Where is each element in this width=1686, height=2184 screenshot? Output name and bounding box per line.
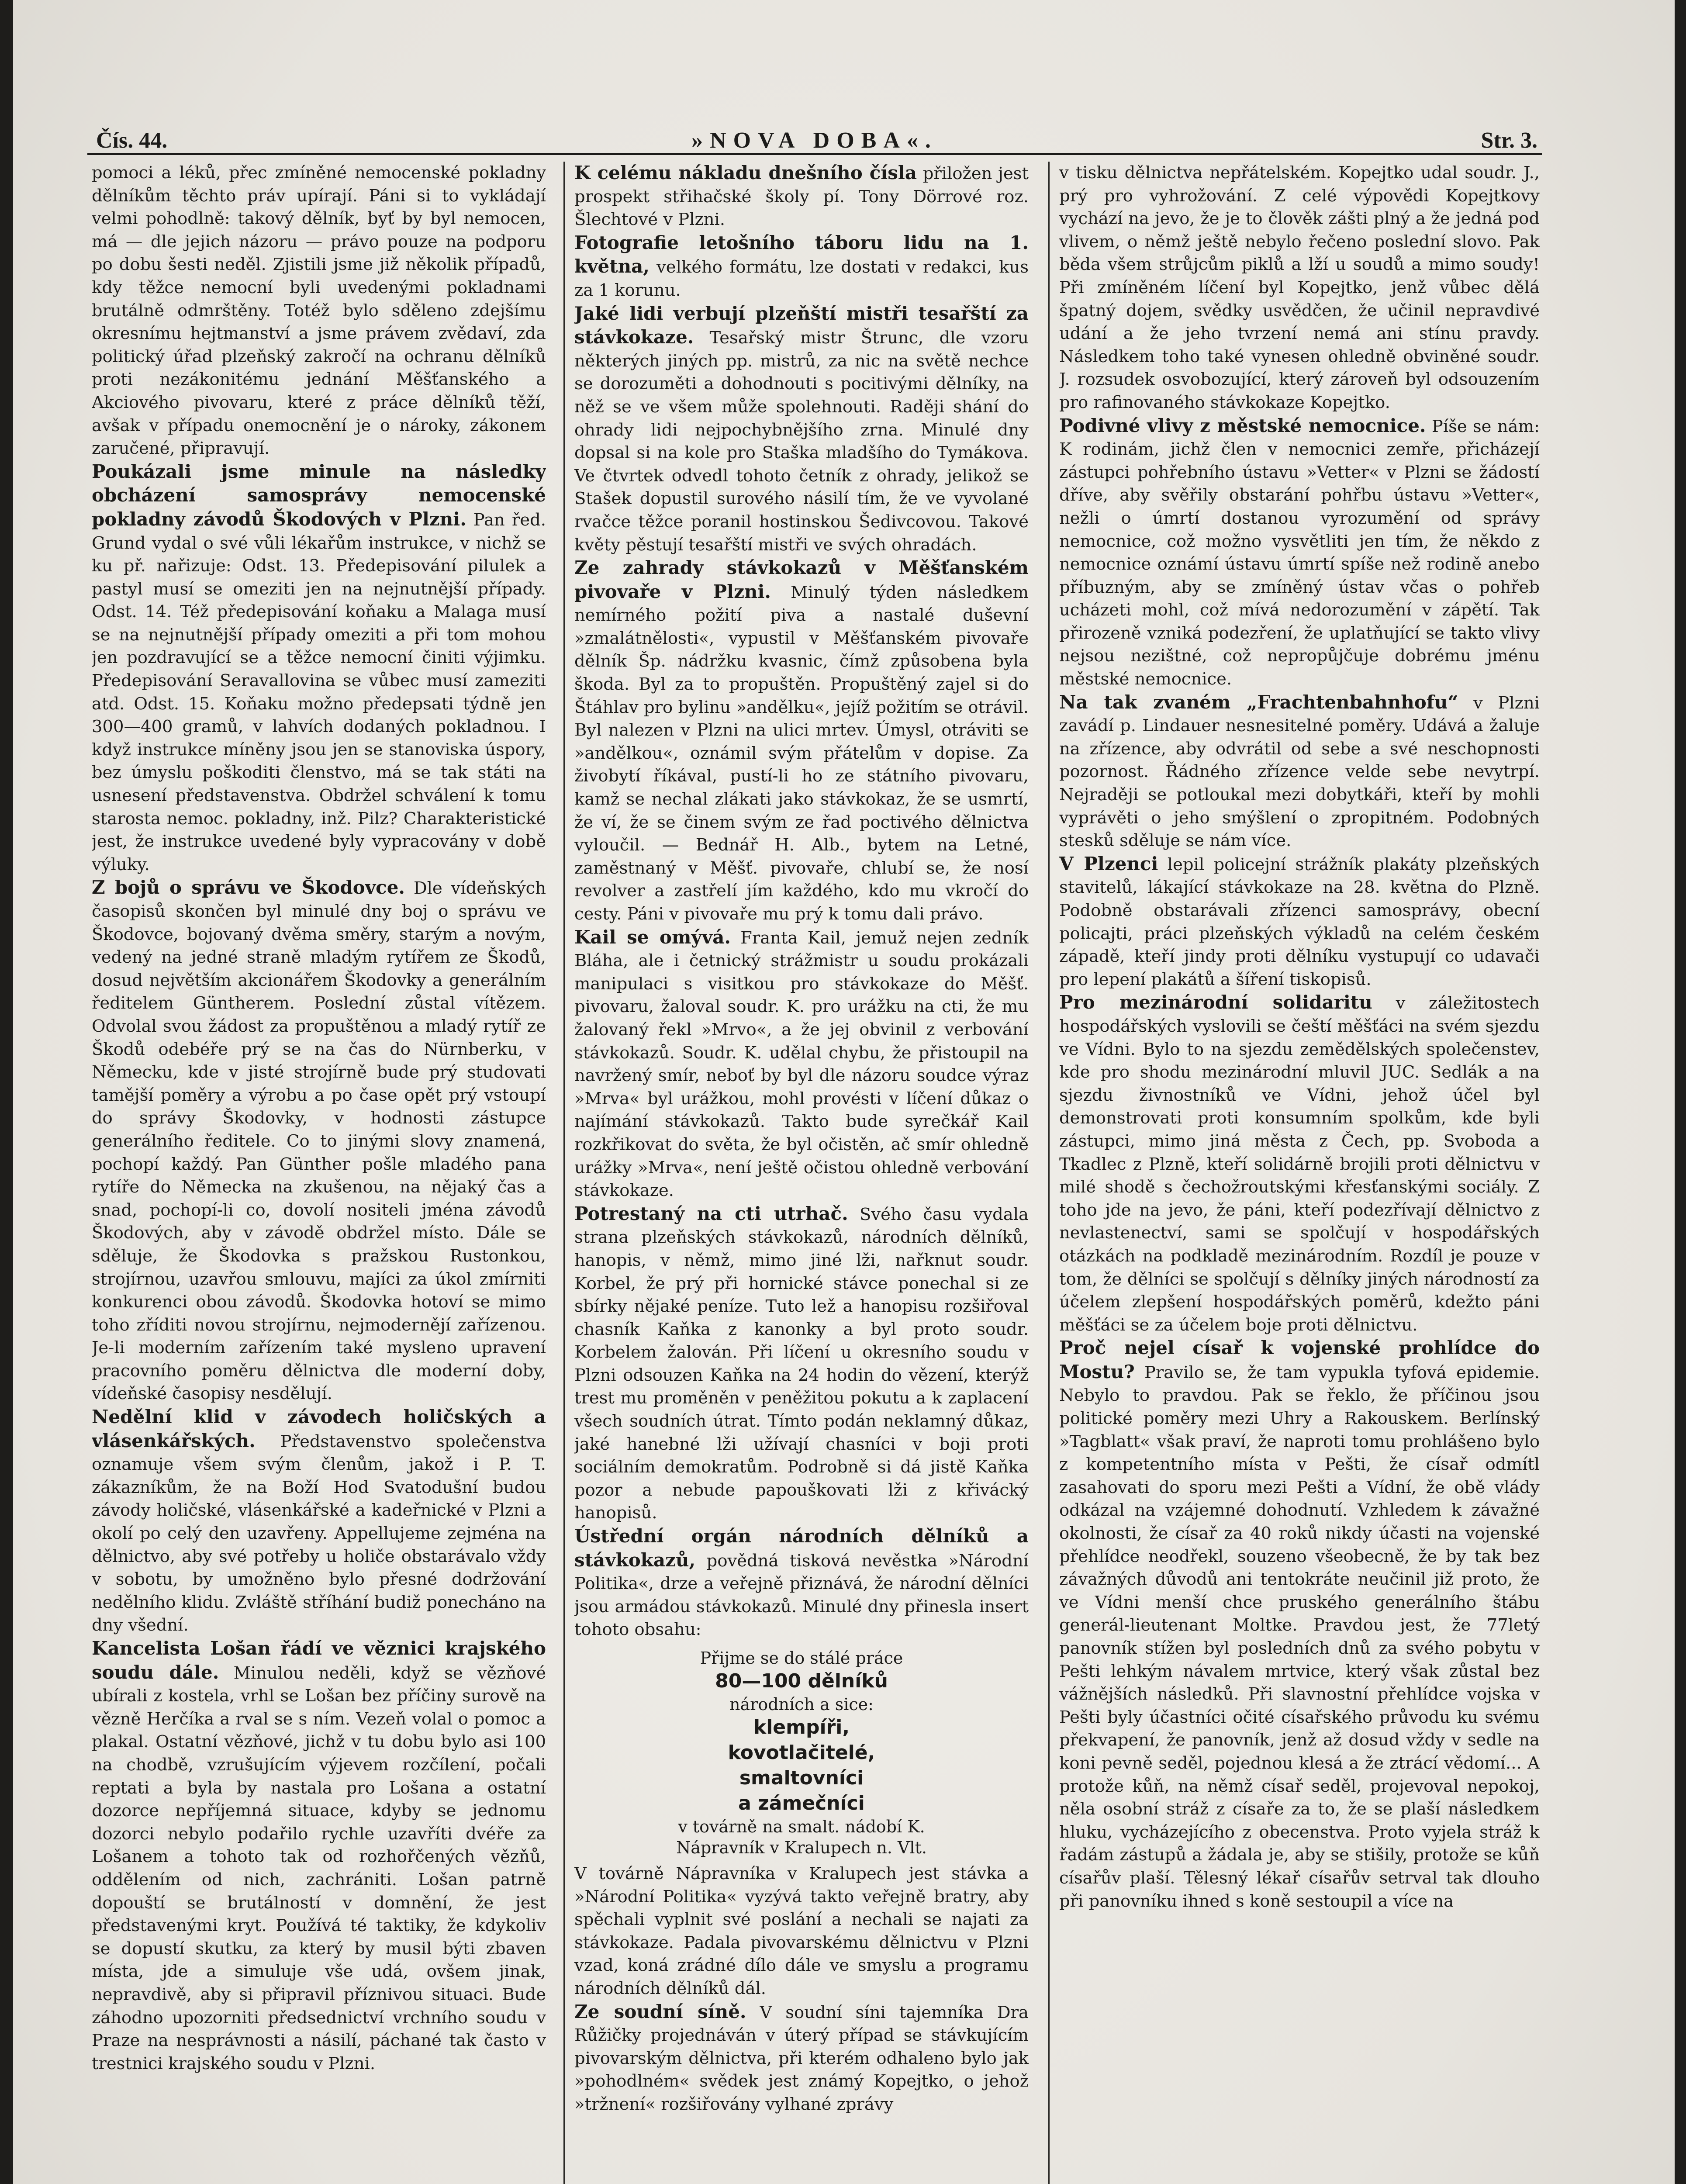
article-paragraph bbox=[1059, 991, 1540, 1337]
article-heading: Na tak zvaném „Frachtenbahnhofu“ bbox=[1059, 691, 1458, 713]
article-paragraph bbox=[574, 232, 1029, 302]
page-header bbox=[87, 118, 1542, 157]
article-text: Představenstvo společenstva oznamuje všem svým členům, jakož i P. T. zákazníkům, že na Boží Hod Svatodušní budou závody holičské, vlásenkářské a kadeřnické v Plzni a okolí po celý den uzavřeny. Appellujeme zejména na dělnictvo, aby své potřeby u holiče obstarávalo vždy v sobotu, by umožněno bylo přesné dodržování nedělního klidu. Zvláště stříhání budiž ponecháno na dny všední. bbox=[92, 1431, 546, 1635]
article-heading: Nedělní klid v závodech holičských a vlásenkářských. bbox=[92, 1406, 546, 1451]
article-paragraph bbox=[1059, 415, 1540, 691]
article-text: Dle vídeňských časopisů skončen byl minulé dny boj o správu ve Škodovce, bojovaný dvěma směry, starým a novým, vedený na jedné straně mladým rytířem ze Škodů, dosud největším akcionářem Škodovky a generálním ředitelem Güntherem. Poslední zůstal vítězem. Odvolal svou žádost za propuštěnou a mladý rytíř ze Škodů odebéře prý se na čas do Nürnberku, v Německu, kde v jisté strojírně bude prý studovati tamější poměry a výrobu a po čase opět prý vstoupí do správy Škodovky, v hodnosti zástupce generálního ředitele. Co to jinými slovy znamená, pochopí každý. Pan Günther pošle mladého pana rytíře do Německa na zkušenou, na nějaký čas a snad, pochopí-li co, dovolí nositeli jména závodů Škodových, aby v závodě obdržel místo. Dále se sděluje, že Škodovka s pražskou Rustonkou, strojírnou, uzavřou smlouvu, majíci za úkol zmírniti konkurenci obou závodů. Škodovka hotoví se mimo toho zříditi novou strojírnu, nejmodernějí zařízenou. Je-li moderním zařízením také mysleno upravení pracovního poměru dělnictva dle moderní doby, vídeňské časopisy nesdělují. bbox=[92, 878, 546, 1404]
column-rule bbox=[1048, 162, 1050, 2184]
article-heading: Kail se omývá. bbox=[574, 926, 731, 948]
column-rule bbox=[563, 162, 565, 2184]
article-text: V soudní síni tajemníka Dra Růžičky projednáván v úterý případ se stávkujícím pivovarským dělnictva, při kterém odhaleno bylo jak »pohodlném« svědek jest známý Kopejtko, o jehož »tržnení« rozšiřovány vylhané zprávy bbox=[574, 2002, 1029, 2114]
article-text: Svého času vydala strana plzeňských stávkokazů, národních dělníků, hanopis, v němž, mimo jiné lži, nařknut soudr. Korbel, že prý při hornické stávce ponechal si ze sbírky nějaké peníze. Tuto lež a hanopisu rozšiřoval chasník Kaňka z kanonky a byl proto soudr. Korbelem žalován. Při líčení u okresního soudu v Plzni odsouzen Kaňka na 24 hodin do vězení, kterýž trest mu proměněn v peněžitou pokutu a k zaplacení všech soudních útrat. Tímto podán neklamný důkaz, jaké hanebné lži užívají chasníci v boji proti sociálním demokratům. Podrobně si dá jistě Kaňka pozor a nebude papouškovati lži z křivácký hanopisů. bbox=[574, 1204, 1029, 1523]
article-heading: K celému nákladu dnešního čísla bbox=[574, 162, 917, 183]
ad-line: smaltovníci bbox=[739, 1767, 864, 1789]
article-text: Pan řed. Grund vydal o své vůli lékařům instrukce, v nichž se ku př. nařizuje: Odst. 13. Předepisování pilulek a pastyl musí se omeziti jen na nejnutnější případy. Odst. 14. Též předepisování koňaku a Malaga musí se na nejnutnější případy omeziti a při tom mohou jen pozdravující se a těžce nemocní činiti výjimku. Předepisování Seravallovina se vůbec musí zameziti atd. Odst. 15. Koňaku možno předepsati týdně jen 300—400 gramů, v lahvích dodaných pokladnou. I když instrukce míněny jsou jen se stanoviska úspory, bez úmyslu poškoditi členstvo, má se tak státi na usnesení představenstva. Obdržel schválení k tomu starosta nemoc. pokladny, inž. Pilz? Charakteristické jest, že instrukce uvedené byly vypracovány v době výluky. bbox=[92, 510, 546, 874]
article-paragraph bbox=[92, 876, 546, 1406]
ad-line: v továrně na smalt. nádobí K. bbox=[678, 1817, 925, 1836]
article-paragraph bbox=[574, 1525, 1029, 1641]
article-paragraph bbox=[1059, 1337, 1540, 1913]
article-paragraph bbox=[92, 1637, 546, 2075]
article-text: v záležitostech hospodářských vyslovili se čeští měšťáci na svém sjezdu ve Vídni. Bylo to na sjezdu zemědělských společenstev, kde pro shodu mezinárodní mluvil JUC. Sedlák a na sjezdu živnostníků ve Vídni, jehož účel byl demonstrovati proti konsumním spolkům, kde byli zástupci, mimo jiná města z Čech, pp. Svoboda a Tkadlec z Plzně, kteří solidárně brojili proti dělnictvu v milé shodě s čechožroutskými křesťanskými sociály. Z toho jde na jevo, že páni, kteří podezřívají dělnictvo z nevlastenectví, sami se spolčují v hospodářských otázkách na podkladě mezinárodním. Rozdíl je pouze v tom, že dělníci se spolčují s dělníky jiných národností za účelem zlepšení hospodářských poměrů, kdežto páni měšťáci se za účelem boje proti dělnictvu. bbox=[1059, 993, 1540, 1335]
article-text: Tesařský mistr Štrunc, dle vzoru některých jiných pp. mistrů, za nic na světě nechce se dorozuměti a dohodnouti s pocitivými dělníky, na něž se ve všem může spolehnouti. Raději shání do ohrady lidi nejpochybnějšího zrna. Minulé dny dopsal si na kole pro Staška mladšího do Tymákova. Ve čtvrtek odvedl tohoto četník z ohrady, jelikož se Stašek dopustil surového násilí tím, že ve vyvolané rvačce těžce poranil hostinskou Šedivcovou. Takové květy pěstují tesařští mistři ve svých ohradách. bbox=[574, 328, 1029, 555]
ad-line: Nápravník v Kralupech n. Vlt. bbox=[676, 1838, 927, 1857]
article-text: Pravilo se, že tam vypukla tyfová epidemie. Nebylo to pravdou. Pak se řeklo, že příčinou jsou politické poměry mezi Uhry a Rakouskem. Berlínský »Tagblatt« však praví, že naproti tomu prohlášeno bylo z kompetentního místa v Pešti, že císař odmítl zasahovati do sporu mezi Pešti a Vídní, že obě vlády odkázal na vzájemné dohodnutí. Vzhledem k závažné okolnosti, že císař za 40 roků nikdy účasti na vojenské přehlídce neodřekl, souzeno všeobecně, že by tak bez závažných důvodů ani tentokráte neučinil již proto, že ve Vídni menší chce pruského generálního štábu generál-lieutenant Moltke. Pravdou jest, že 77letý panovník stížen byl posledních dnů za svého pobytu v Pešti lehkým návalem mrtvice, který však zůstal bez vážnějších následků. Při slavnostní přehlídce vojska v Pešti byly účastníci očité císařského průvodu ku svému překvapení, že panovník, jenž až dosud vždy v sedle na koni pevně seděl, pojednou klesá a že ztrácí vědomí... A protože kůň, na němž císař seděl, projevoval nepokoj, něla osobní stráž z císaře za to, že se plaší následkem hluku, vycházejícího z obecenstva. Proto vyjela stráž k řadám zástupů a žádala je, aby se stišily, protože se kůň císařův plaší. Tělesný lékař císařův setrval tak dlouho při panovníku ihned s koně sestoupil a více na bbox=[1059, 1362, 1540, 1911]
article-paragraph bbox=[1059, 162, 1540, 415]
column-1 bbox=[92, 162, 546, 2184]
article-text: lepil policejní strážník plakáty plzeňských stavitelů, lákající stávkokaze na 28. května do Plzně. Podobně obstarávali zřízenci samosprávy, obecní policajti, práci plzeňských výkladů na celém českém západě, kteří jindy proti dělníku vystupují co udavači pro lepení plakátů a šíření tiskopisů. bbox=[1059, 854, 1540, 989]
column-2 bbox=[574, 162, 1029, 2184]
article-text: Minulou neděli, když se vězňové ubírali z kostela, vrhl se Lošan bez příčiny surově na vězně Herčíka a rval se s ním. Vezeň volal o pomoc a plakal. Ostatní vězňové, jichž v tu dobu bylo asi 100 na chodbě, vzrušujícím výjevem rozčílení, počali reptati a byla by nastala pro Lošana a ostatní dozorce nepříjemná situace, kdyby se jednomu dozorci nebylo podařilo rychle uzavříti dvéře za Lošanem a tohoto tak od rozhořčených vězňů, oddělením od nich, zachrániti. Lošan patrně dopouští se brutálností v domnění, že jest představenými kryt. Používá té taktiky, že kdykoliv se dopustí skutku, za který by musil býti zbaven místa, jde a simuluje vše udá, ovšem jinak, nepravdivě, aby si připravil příznivou situaci. Bude záhodno upozorniti předsednictví vrchního soudu v Praze na nesprávnosti a násilí, páchané tak často v trestnici krajského soudu v Plzni. bbox=[92, 1663, 546, 2073]
article-heading: V Plzenci bbox=[1059, 853, 1158, 874]
advertisement bbox=[601, 1648, 1002, 1858]
article-paragraph bbox=[1059, 691, 1540, 853]
article-heading: Jaké lidi verbují plzeňští mistři tesařští za stávkokaze. bbox=[574, 302, 1029, 348]
article-paragraph bbox=[1059, 853, 1540, 992]
article-heading: Poukázali jsme minule na následky obcházení samosprávy nemocenské pokladny závodů Škodových v Plzni. bbox=[92, 460, 546, 530]
article-heading: Fotografie letošního táboru lidu na 1. května, bbox=[574, 232, 1029, 277]
article-heading: Proč nejel císař k vojenské prohlídce do Mostu? bbox=[1059, 1337, 1540, 1382]
article-heading: Kancelista Lošan řádí ve věznici krajského soudu dále. bbox=[92, 1638, 546, 1683]
scan-edge-right bbox=[1675, 0, 1686, 2184]
article-text: povědná tisková nevěstka »Národní Politika«, drze a veřejně přiznává, že národní dělníci jsou armádou stávkokazů. Minulé dny přinesla insert tohoto obsahu: bbox=[574, 1551, 1029, 1640]
article-text: Píše se nám: K rodinám, jichž člen v nemocnici zemře, přicházejí zástupci pohřebního ústavu »Vetter« v Plzni se žádostí dříve, aby svěřily obstarání pohřbu ústavu »Vetter«, nežli o úmrtí dostanou vyrozumění od správy nemocnice, což možno vysvětliti jen tím, že někdo z nemocnice oznámí ústavu úmrtí spíše než rodině anebo příbuzným, aby se zmíněný ústav včas o pohřeb ucházeti mohl, což mívá nedorozumění v zápětí. Tak přirozeně vzniká podezření, že uplatňující se takto vlivy nejsou nezištné, což nepropůjčuje dobrému jménu městské nemocnice. bbox=[1059, 416, 1540, 689]
article-paragraph bbox=[92, 1406, 546, 1637]
page-number: Str. 3. bbox=[1481, 128, 1537, 153]
issue-number: Čís. 44. bbox=[96, 128, 168, 153]
article-text: velkého formátu, lze dostati v redakci, kus za 1 korunu. bbox=[574, 257, 1029, 300]
header-rule bbox=[87, 153, 1542, 155]
article-text: přiložen jest prospekt střihačské školy pí. Tony Dörrové roz. Šlechtové v Plzni. bbox=[574, 164, 1029, 230]
article-paragraph bbox=[92, 162, 546, 460]
article-paragraph bbox=[574, 302, 1029, 557]
article-heading: Ze soudní síně. bbox=[574, 2001, 746, 2022]
ad-line: klempíři, bbox=[753, 1716, 850, 1738]
article-text: V továrně Nápravníka v Kralupech jest stávka a »Národní Politika« vyzývá takto veřejně bratry, aby spěchali vyplnit své poslání a nechali se najati za stávkokaze. Padala pivovarskému dělnictvu v Plzni vzad, koná zrádné dílo dále ve smyslu a programu národních dělníků dál. bbox=[574, 1864, 1029, 1998]
ad-line: kovotlačitelé, bbox=[728, 1742, 875, 1764]
column-3 bbox=[1059, 162, 1540, 2184]
article-paragraph bbox=[574, 1863, 1029, 2001]
article-heading: Podivné vlivy z městské nemocnice. bbox=[1059, 415, 1426, 436]
newspaper-title: »NOVA DOBA«. bbox=[691, 128, 938, 153]
ad-line: a zámečníci bbox=[738, 1792, 865, 1814]
ad-line: Přijme se do stálé práce bbox=[700, 1648, 903, 1668]
article-paragraph bbox=[574, 2001, 1029, 2116]
article-text: v Plzni zavádí p. Lindauer nesnesitelné poměry. Udává a žaluje na zřízence, aby odvrátil od sebe a své neschopnosti pozornost. Řádného zřízence velde sebe nevytrpí. Nejraději se potloukal mezi dobytkáři, kteří by mohli vyprávěti o jeho smýšlení o zpropitném. Podobných stesků sděluje se nám více. bbox=[1059, 693, 1540, 851]
article-heading: Ze zahrady stávkokazů v Měšťanském pivovaře v Plzni. bbox=[574, 557, 1029, 602]
scan-edge-left bbox=[0, 0, 13, 2184]
article-text: v tisku dělnictva nepřátelském. Kopejtko udal soudr. J., prý pro vyhrožování. Z celé výpovědi Kopejtkovy vychází na jevo, že je to člověk zášti plný a že jedná pod vlivem, o němž ještě nebylo řečeno poslední slovo. Pak běda všem strůjcům piklů a lží u soudů a mimo soudy! Při zmíněném líčení byl Kopejtko, jenž vůbec dělá špatný dojem, svědky usvědčen, že učinil nepravdivé udání a že jeho tvrzení nemá ani stínu pravdy. Následkem toho také vynesen ohledně obviněné soudr. J. rozsudek osvobozující, který zároveň byl odsouzením pro rafinovaného stávkokaze Kopejtko. bbox=[1059, 163, 1540, 412]
article-paragraph bbox=[92, 460, 546, 877]
article-text: Minulý týden následkem nemírného požití piva a nastalé duševní »zmalátnělosti«, vypustil v Měšťanském pivovaře dělník Šp. nádržku kvasnic, čímž způsobena byla škoda. Byl za to propuštěn. Propuštěný zajel si do Štáhlav pro bylinu »andělku«, jejíž požitím se otrávil. Byl nalezen v Plzni na ulici mrtev. Úmysl, otráviti se »andělkou«, oznámil svým přátelům v dopise. Za živobytí říkával, pustí-li ho ze státního pivovaru, kamž se nechal zlákati jako stávkokaz, že se usmrtí, že ví, že se činem svým ze řad poctivého dělnictva vyloučil. — Bednář H. Alb., bytem na Letné, zaměstnaný v Měšť. pivovaře, chlubí se, že nosí revolver a zastřelí jím každého, kdo mu vkročí do cesty. Páni v pivovaře mu prý k tomu dali právo. bbox=[574, 582, 1029, 924]
article-heading: Potrestaný na cti utrhač. bbox=[574, 1203, 848, 1224]
article-paragraph bbox=[574, 926, 1029, 1203]
article-text: Franta Kail, jemuž nejen zedník Bláha, ale i četnický strážmistr u soudu prokázali manipulaci s visitkou pro stávkokaze do Měšť. pivovaru, žaloval soudr. K. pro urážku na cti, že mu žalovaný řekl »Mrvo«, a že jej obvinil z verbování stávkokazů. Soudr. K. udělal chybu, že přistoupil na navržený smír, neboť by byl dle názoru soudce výraz »Mrva« byl urážkou, mohl provésti v líčení důkaz o najímání stávkokazů. Takto bude syrečkář Kail rozkřikovat do světa, že byl očistěn, ač smír ohledně urážky »Mrva«, není ještě očistou ohledně verbování stávkokaze. bbox=[574, 928, 1029, 1201]
article-text: pomoci a léků, přec zmíněné nemocenské pokladny dělníkům těchto práv upírají. Páni si to vykládají velmi pohodlně: takový dělník, byť by byl nemocen, má — dle jejich názoru — právo pouze na podporu po dobu šesti neděl. Zjistili jsme již několik případů, kdy těžce nemocní byli uvedenými pokladnami brutálně odmrštěny. Totéž bylo sděleno zdejšímu okresnímu hejtmanství a jsme právem zvědaví, zda politický úřad plzeňský zakročí na ochranu dělníků proti nezákonitému jednání Měšťanského a Akciového pivovaru, které z práce dělníků těží, avšak v případu onemocnění je o nároky, zákonem zaručené, připravují. bbox=[92, 163, 546, 459]
article-heading: Z bojů o správu ve Škodovce. bbox=[92, 877, 405, 898]
ad-line: národních a sice: bbox=[729, 1695, 874, 1714]
article-paragraph bbox=[574, 556, 1029, 926]
article-heading: Pro mezinárodní solidaritu bbox=[1059, 992, 1372, 1013]
article-paragraph bbox=[574, 1203, 1029, 1525]
ad-line: 80—100 dělníků bbox=[715, 1670, 888, 1692]
article-paragraph bbox=[574, 162, 1029, 232]
article-heading: Ústřední orgán národních dělníků a stávkokazů, bbox=[574, 1525, 1029, 1571]
